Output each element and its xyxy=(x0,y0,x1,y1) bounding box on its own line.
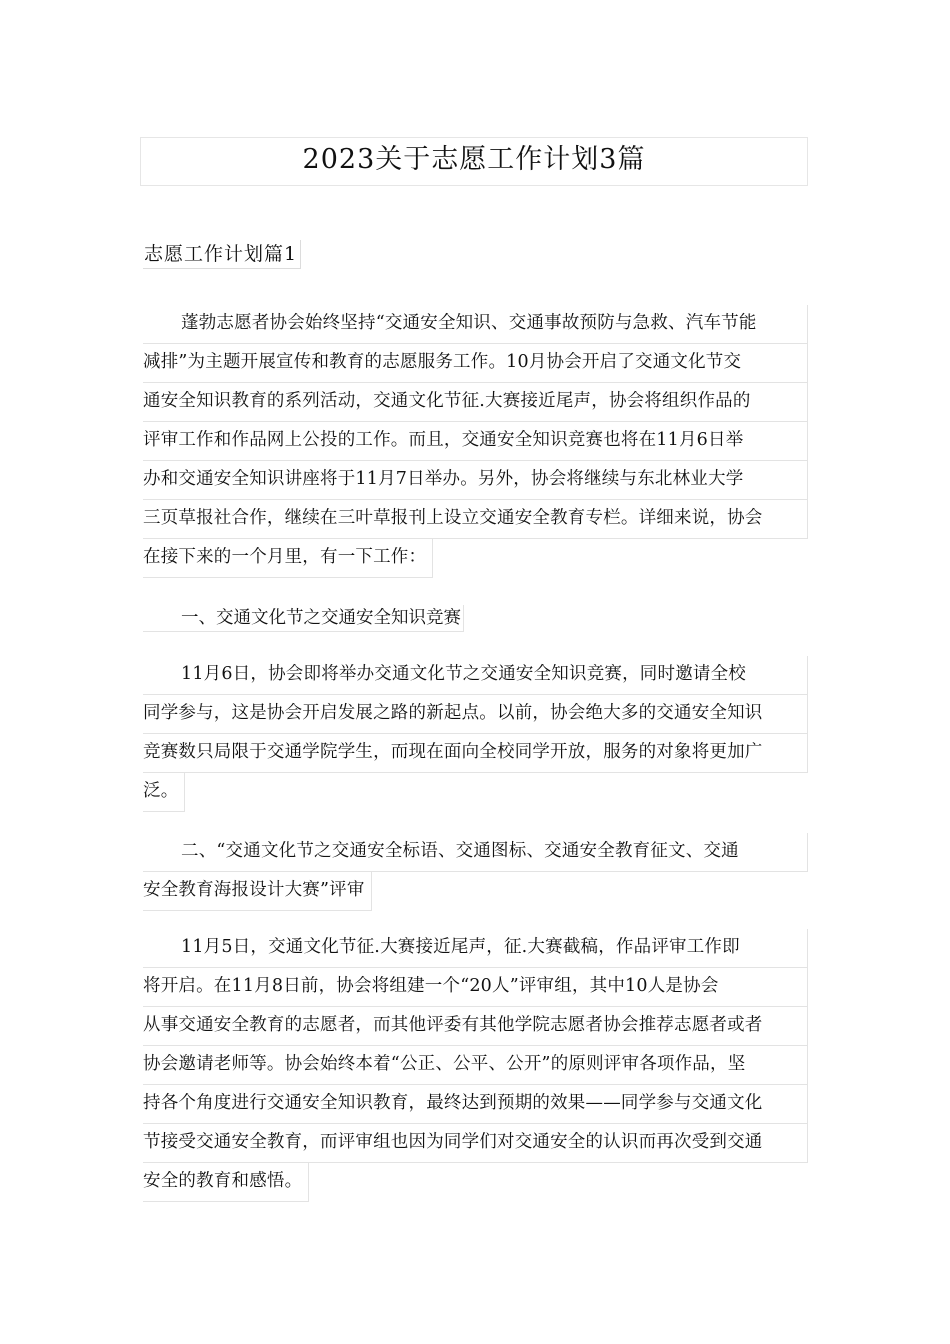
paragraph-line: 从事交通安全教育的志愿者，而其他评委有其他学院志愿者协会推荐志愿者或者 xyxy=(143,1007,808,1046)
paragraph-line: 蓬勃志愿者协会始终坚持“交通安全知识、交通事故预防与急救、汽车节能 xyxy=(143,305,808,344)
paragraph-line: 减排”为主题开展宣传和教育的志愿服务工作。10月协会开启了交通文化节交 xyxy=(143,344,808,383)
subheading-line: 安全教育海报设计大赛”评审 xyxy=(143,872,372,911)
paragraph-line: 评审工作和作品网上公投的工作。而且，交通安全知识竞赛也将在11月6日举 xyxy=(143,422,808,461)
paragraph-intro xyxy=(143,305,808,582)
section-heading: 志愿工作计划篇1 xyxy=(143,240,301,269)
document-title xyxy=(140,137,808,186)
subheading-two xyxy=(143,833,808,915)
paragraph-line: 通安全知识教育的系列活动，交通文化节征.大赛接近尾声，协会将组织作品的 xyxy=(143,383,808,422)
paragraph-line: 安全的教育和感悟。 xyxy=(143,1163,309,1202)
subheading-one: 一、交通文化节之交通安全知识竞赛 xyxy=(143,605,464,632)
paragraph-line: 同学参与，这是协会开启发展之路的新起点。以前，协会绝大多的交通安全知识 xyxy=(143,695,808,734)
paragraph-line: 协会邀请老师等。协会始终本着“公正、公平、公开”的原则评审各项作品，坚 xyxy=(143,1046,808,1085)
paragraph-line: 泛。 xyxy=(143,773,185,812)
paragraph-line: 三页草报社合作，继续在三叶草报刊上设立交通安全教育专栏。详细来说，协会 xyxy=(143,500,808,539)
paragraph-line: 竞赛数只局限于交通学院学生，而现在面向全校同学开放，服务的对象将更加广 xyxy=(143,734,808,773)
subheading-line: 二、“交通文化节之交通安全标语、交通图标、交通安全教育征文、交通 xyxy=(143,833,808,872)
paragraph-line: 11月6日，协会即将举办交通文化节之交通安全知识竞赛，同时邀请全校 xyxy=(143,656,808,695)
paragraph-line: 11月5日，交通文化节征.大赛接近尾声，征.大赛截稿，作品评审工作即 xyxy=(143,929,808,968)
paragraph-line: 在接下来的一个月里，有一下工作： xyxy=(143,539,433,578)
paragraph-line: 将开启。在11月8日前，协会将组建一个“20人”评审组，其中10人是协会 xyxy=(143,968,808,1007)
paragraph-line: 持各个角度进行交通安全知识教育，最终达到预期的效果——同学参与交通文化 xyxy=(143,1085,808,1124)
paragraph-one xyxy=(143,656,808,816)
document-title-text: 2023关于志愿工作计划3篇 xyxy=(302,144,646,175)
paragraph-line: 办和交通安全知识讲座将于11月7日举办。另外，协会将继续与东北林业大学 xyxy=(143,461,808,500)
paragraph-line: 节接受交通安全教育，而评审组也因为同学们对交通安全的认识而再次受到交通 xyxy=(143,1124,808,1163)
paragraph-two xyxy=(143,929,808,1206)
